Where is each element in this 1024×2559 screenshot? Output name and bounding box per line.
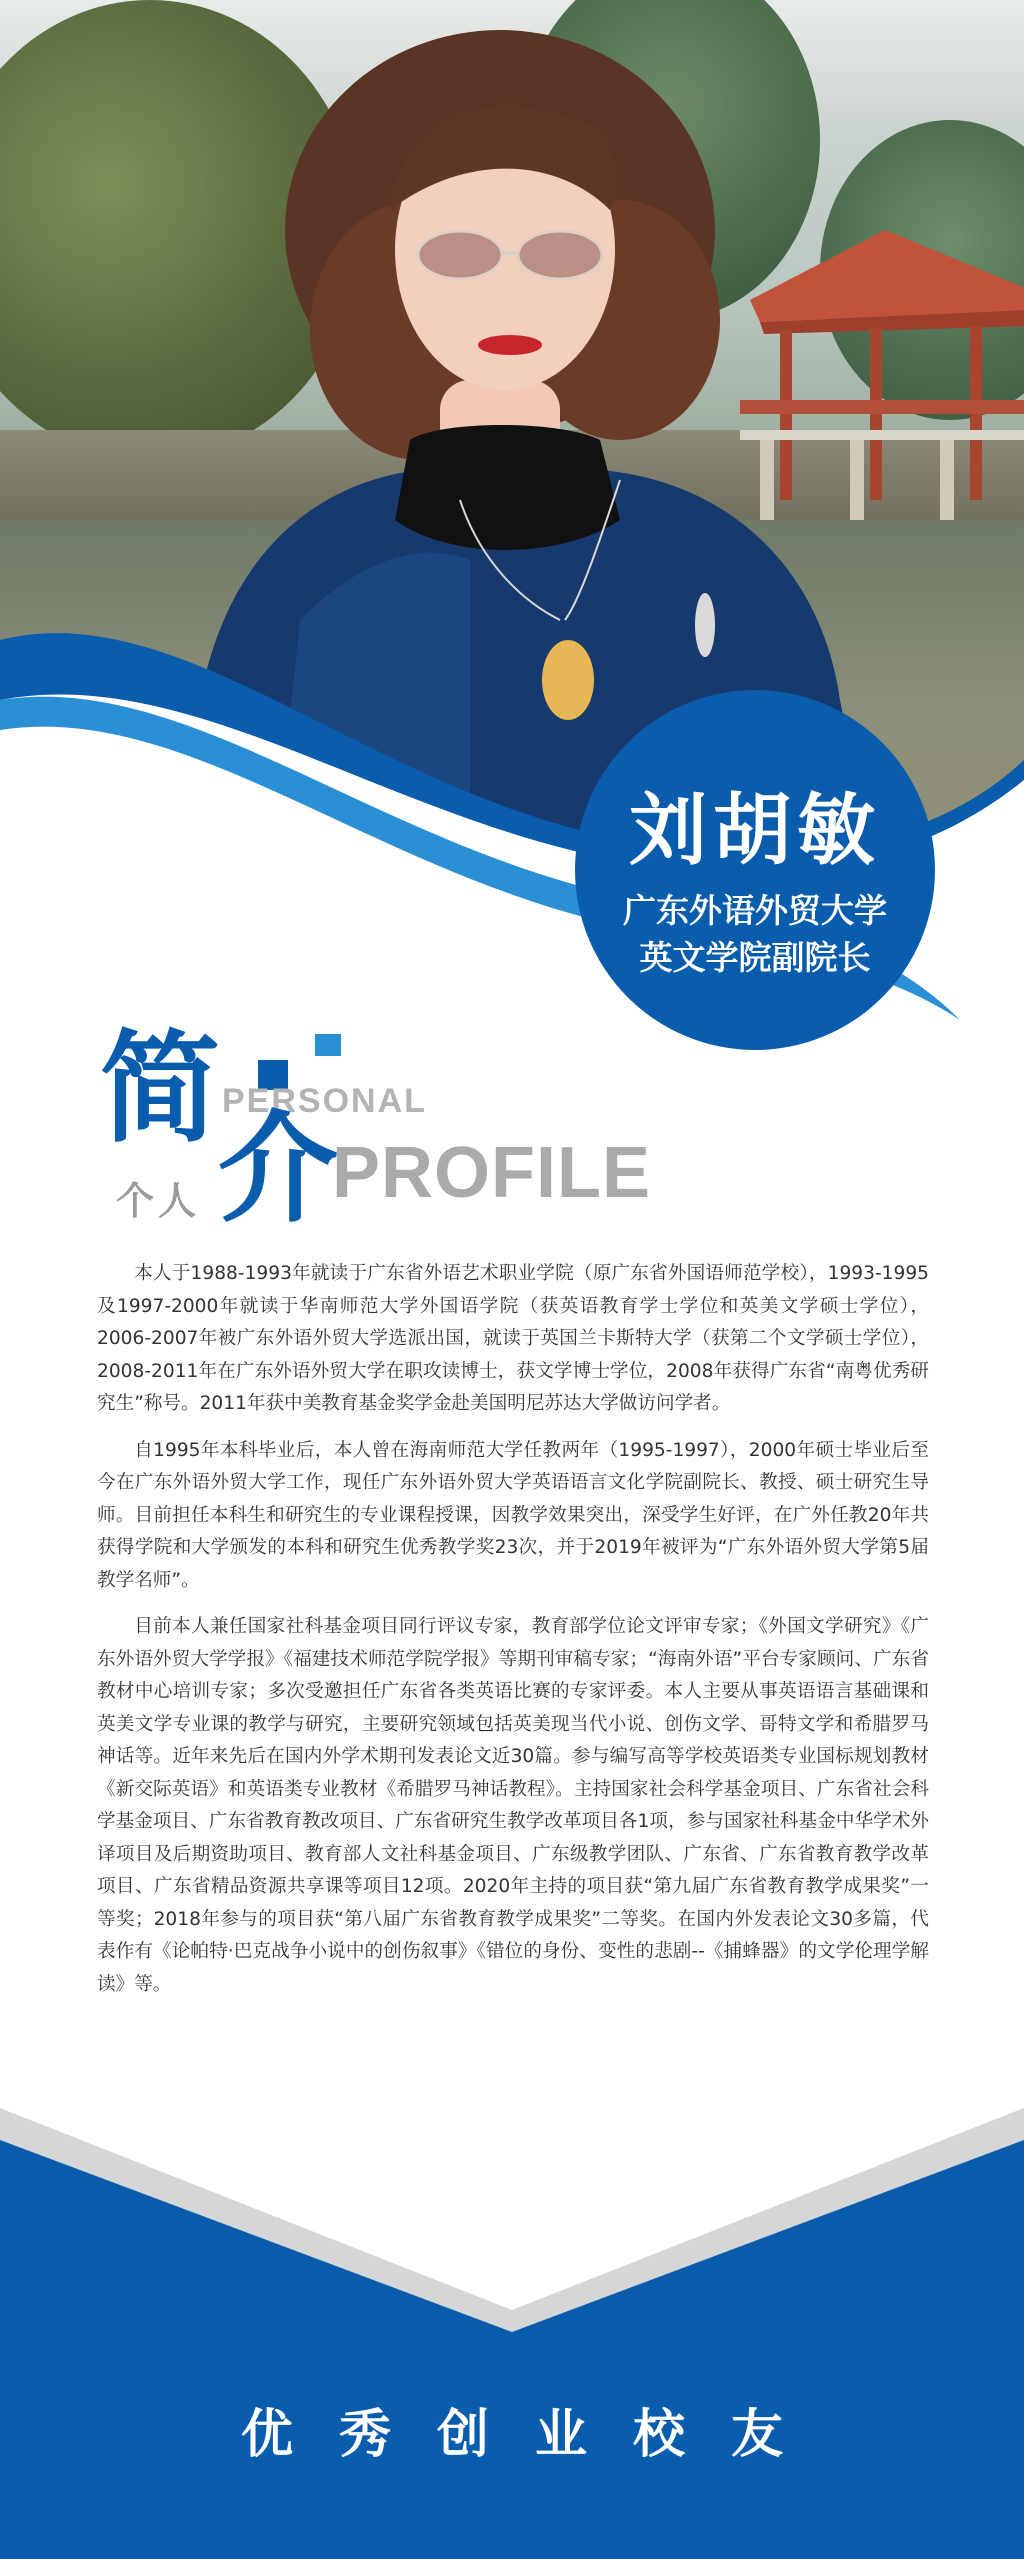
paragraph-education: 本人于1988-1993年就读于广东省外语艺术职业学院（原广东省外国语师范学校），1993-1995及1997-2000年就读于华南师范大学外国语学院（获英语教育学士学位和英美文学硕士学位），2006-2007年被广东外语外贸大学选派出国，就读于英国兰卡斯特大学（获第二个文学硕士学位），2008-2011年在广东外语外贸大学在职攻读博士，获文学博士学位，2008年获得广东省“南粤优秀研究生”称号。2011年获中美教育基金奖学金赴美国明尼苏达大学做访问学者。 — [97, 1263, 929, 1414]
subtitle-university: 广东外语外贸大学 — [623, 891, 887, 930]
footer-banner — [0, 2100, 1024, 2559]
person-name: 刘胡敏 — [628, 785, 881, 876]
heading-personal: PERSONAL — [222, 1082, 427, 1120]
heading-profile: PROFILE — [332, 1133, 652, 1213]
paragraph-career: 自1995年本科毕业后，本人曾在海南师范大学任教两年（1995-1997），2000年硕士毕业后至今在广东外语外贸大学工作，现任广东外语外贸大学英语语言文化学院副院长、教授、硕士研究生导师。目前担任本科生和研究生的专业课程授课，因教学效果突出，深受学生好评，在广外任教20年共获得学院和大学颁发的本科和研究生优秀教学奖23次，并于2019年被评为“广东外语外贸大学第5届教学名师”。 — [97, 1439, 929, 1591]
paragraph-research: 目前本人兼任国家社科基金项目同行评议专家，教育部学位论文评审专家；《外国文学研究》《广东外语外贸大学学报》《福建技术师范学院学报》等期刊审稿专家；“海南外语”平台专家顾问、广东省教材中心培训专家；多次受邀担任广东省各类英语比赛的专家评委。本人主要从事英语语言基础课和英美文学专业课的教学与研究，主要研究领域包括英美现当代小说、创伤文学、哥特文学和希腊罗马神话等。近年来先后在国内外学术期刊发表论文近30篇。参与编写高等学校英语类专业国标规划教材《新交际英语》和英语类专业教材《希腊罗马神话教程》。主持国家社会科学基金项目、广东省社会科学基金项目、广东省教育教改项目、广东省研究生教学改革项目各1项，参与国家社科基金中华学术外译项目及后期资助项目、教育部人文社科基金项目、广东级教学团队、广东省、广东省教育教学改革项目、广东省精品资源共享课等项目12项。2020年主持的项目获“第九届广东省教育教学成果奖”一等奖；2018年参与的项目获“第八届广东省教育教学成果奖”二等奖。在国内外发表论文30多篇，代表作有《论帕特·巴克战争小说中的创伤叙事》《错位的身份、变性的悲剧--《捕蜂器》的文学伦理学解读》等。 — [97, 1616, 929, 1995]
profile-heading — [100, 1020, 700, 1239]
heading-char-jian: 简 — [100, 1020, 220, 1159]
heading-geren: 个人 — [116, 1179, 201, 1223]
name-badge — [575, 690, 935, 1050]
footer-slogan: 优秀创业校友 — [240, 2405, 829, 2465]
profile-body — [97, 1258, 929, 2015]
decor-square-small — [315, 1034, 341, 1056]
heading-char-jie: 介 — [218, 1100, 338, 1239]
subtitle-position: 英文学院副院长 — [639, 938, 871, 977]
